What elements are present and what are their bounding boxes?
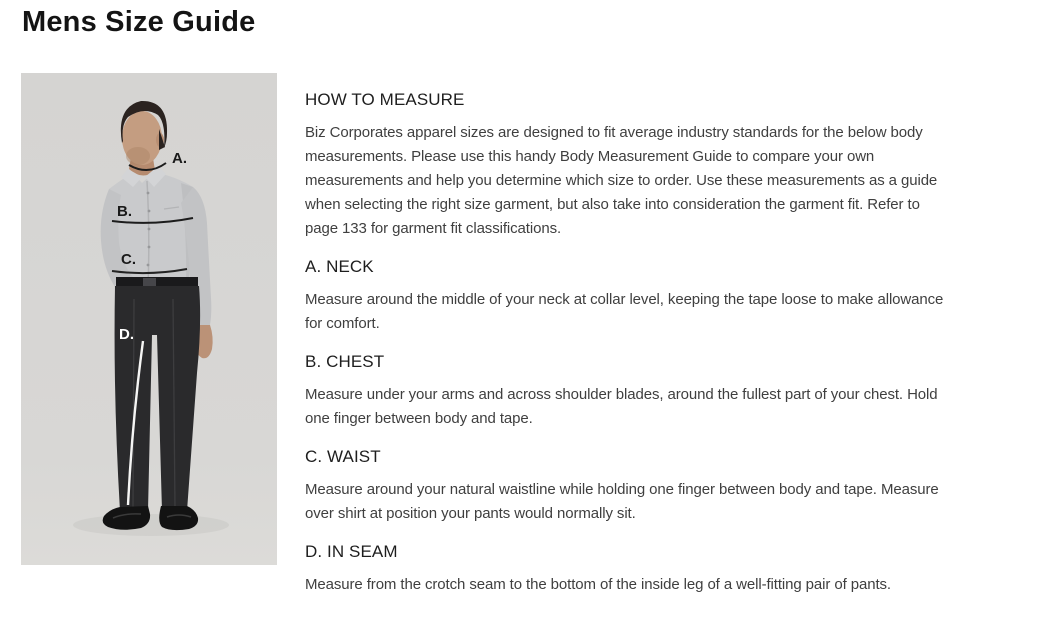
model-stubble — [126, 147, 150, 165]
section-body: Measure around the middle of your neck at collar level, keeping the tape loose to make allowance for comfort. — [305, 291, 944, 332]
model-belt — [116, 277, 198, 287]
section-body: Measure from the crotch seam to the bottom of the inside leg of a well-fitting pair of pants. — [305, 576, 891, 593]
measure-instructions — [305, 73, 950, 597]
floor-shadow — [73, 514, 229, 536]
section-body: Biz Corporates apparel sizes are designed to fit average industry standards for the below body measurements. Please use this handy Body Measurement Guide to compare your own measurements and help you determine which size to order. Use these measurements as a guide when selecting the right size garment, but also take into consideration the garment fit. Refer to page 133 for garment fit classifications. — [305, 124, 938, 237]
model-belt-buckle — [143, 278, 156, 286]
section-body: Measure around your natural waistline while holding one finger between body and tape. Measure over shirt at position your pants would normally sit. — [305, 481, 939, 522]
section-heading: A. NECK — [305, 257, 374, 276]
shirt-button — [147, 264, 150, 267]
section-body: Measure under your arms and across shoulder blades, around the fullest part of your chest. Hold one finger between body and tape. — [305, 386, 938, 427]
shirt-button — [148, 210, 151, 213]
section-heading: D. IN SEAM — [305, 542, 398, 561]
size-guide-photo — [21, 73, 277, 565]
measurement-label-a: A. — [172, 150, 187, 167]
section-inseam — [305, 541, 950, 597]
model-right-shoe — [159, 506, 198, 530]
section-heading: HOW TO MEASURE — [305, 90, 465, 109]
measurement-label-b: B. — [117, 203, 132, 220]
model-photo-illustration — [21, 73, 277, 565]
page-title: Mens Size Guide — [22, 6, 256, 38]
section-waist — [305, 446, 950, 526]
shirt-button — [148, 228, 151, 231]
shirt-button — [148, 246, 151, 249]
section-how-to-measure — [305, 89, 950, 241]
measurement-label-d: D. — [119, 326, 134, 343]
section-heading: B. CHEST — [305, 352, 385, 371]
section-heading: C. WAIST — [305, 447, 381, 466]
shirt-button — [147, 192, 150, 195]
content-row — [21, 73, 950, 597]
section-chest — [305, 351, 950, 431]
section-neck — [305, 256, 950, 336]
measurement-label-c: C. — [121, 251, 136, 268]
